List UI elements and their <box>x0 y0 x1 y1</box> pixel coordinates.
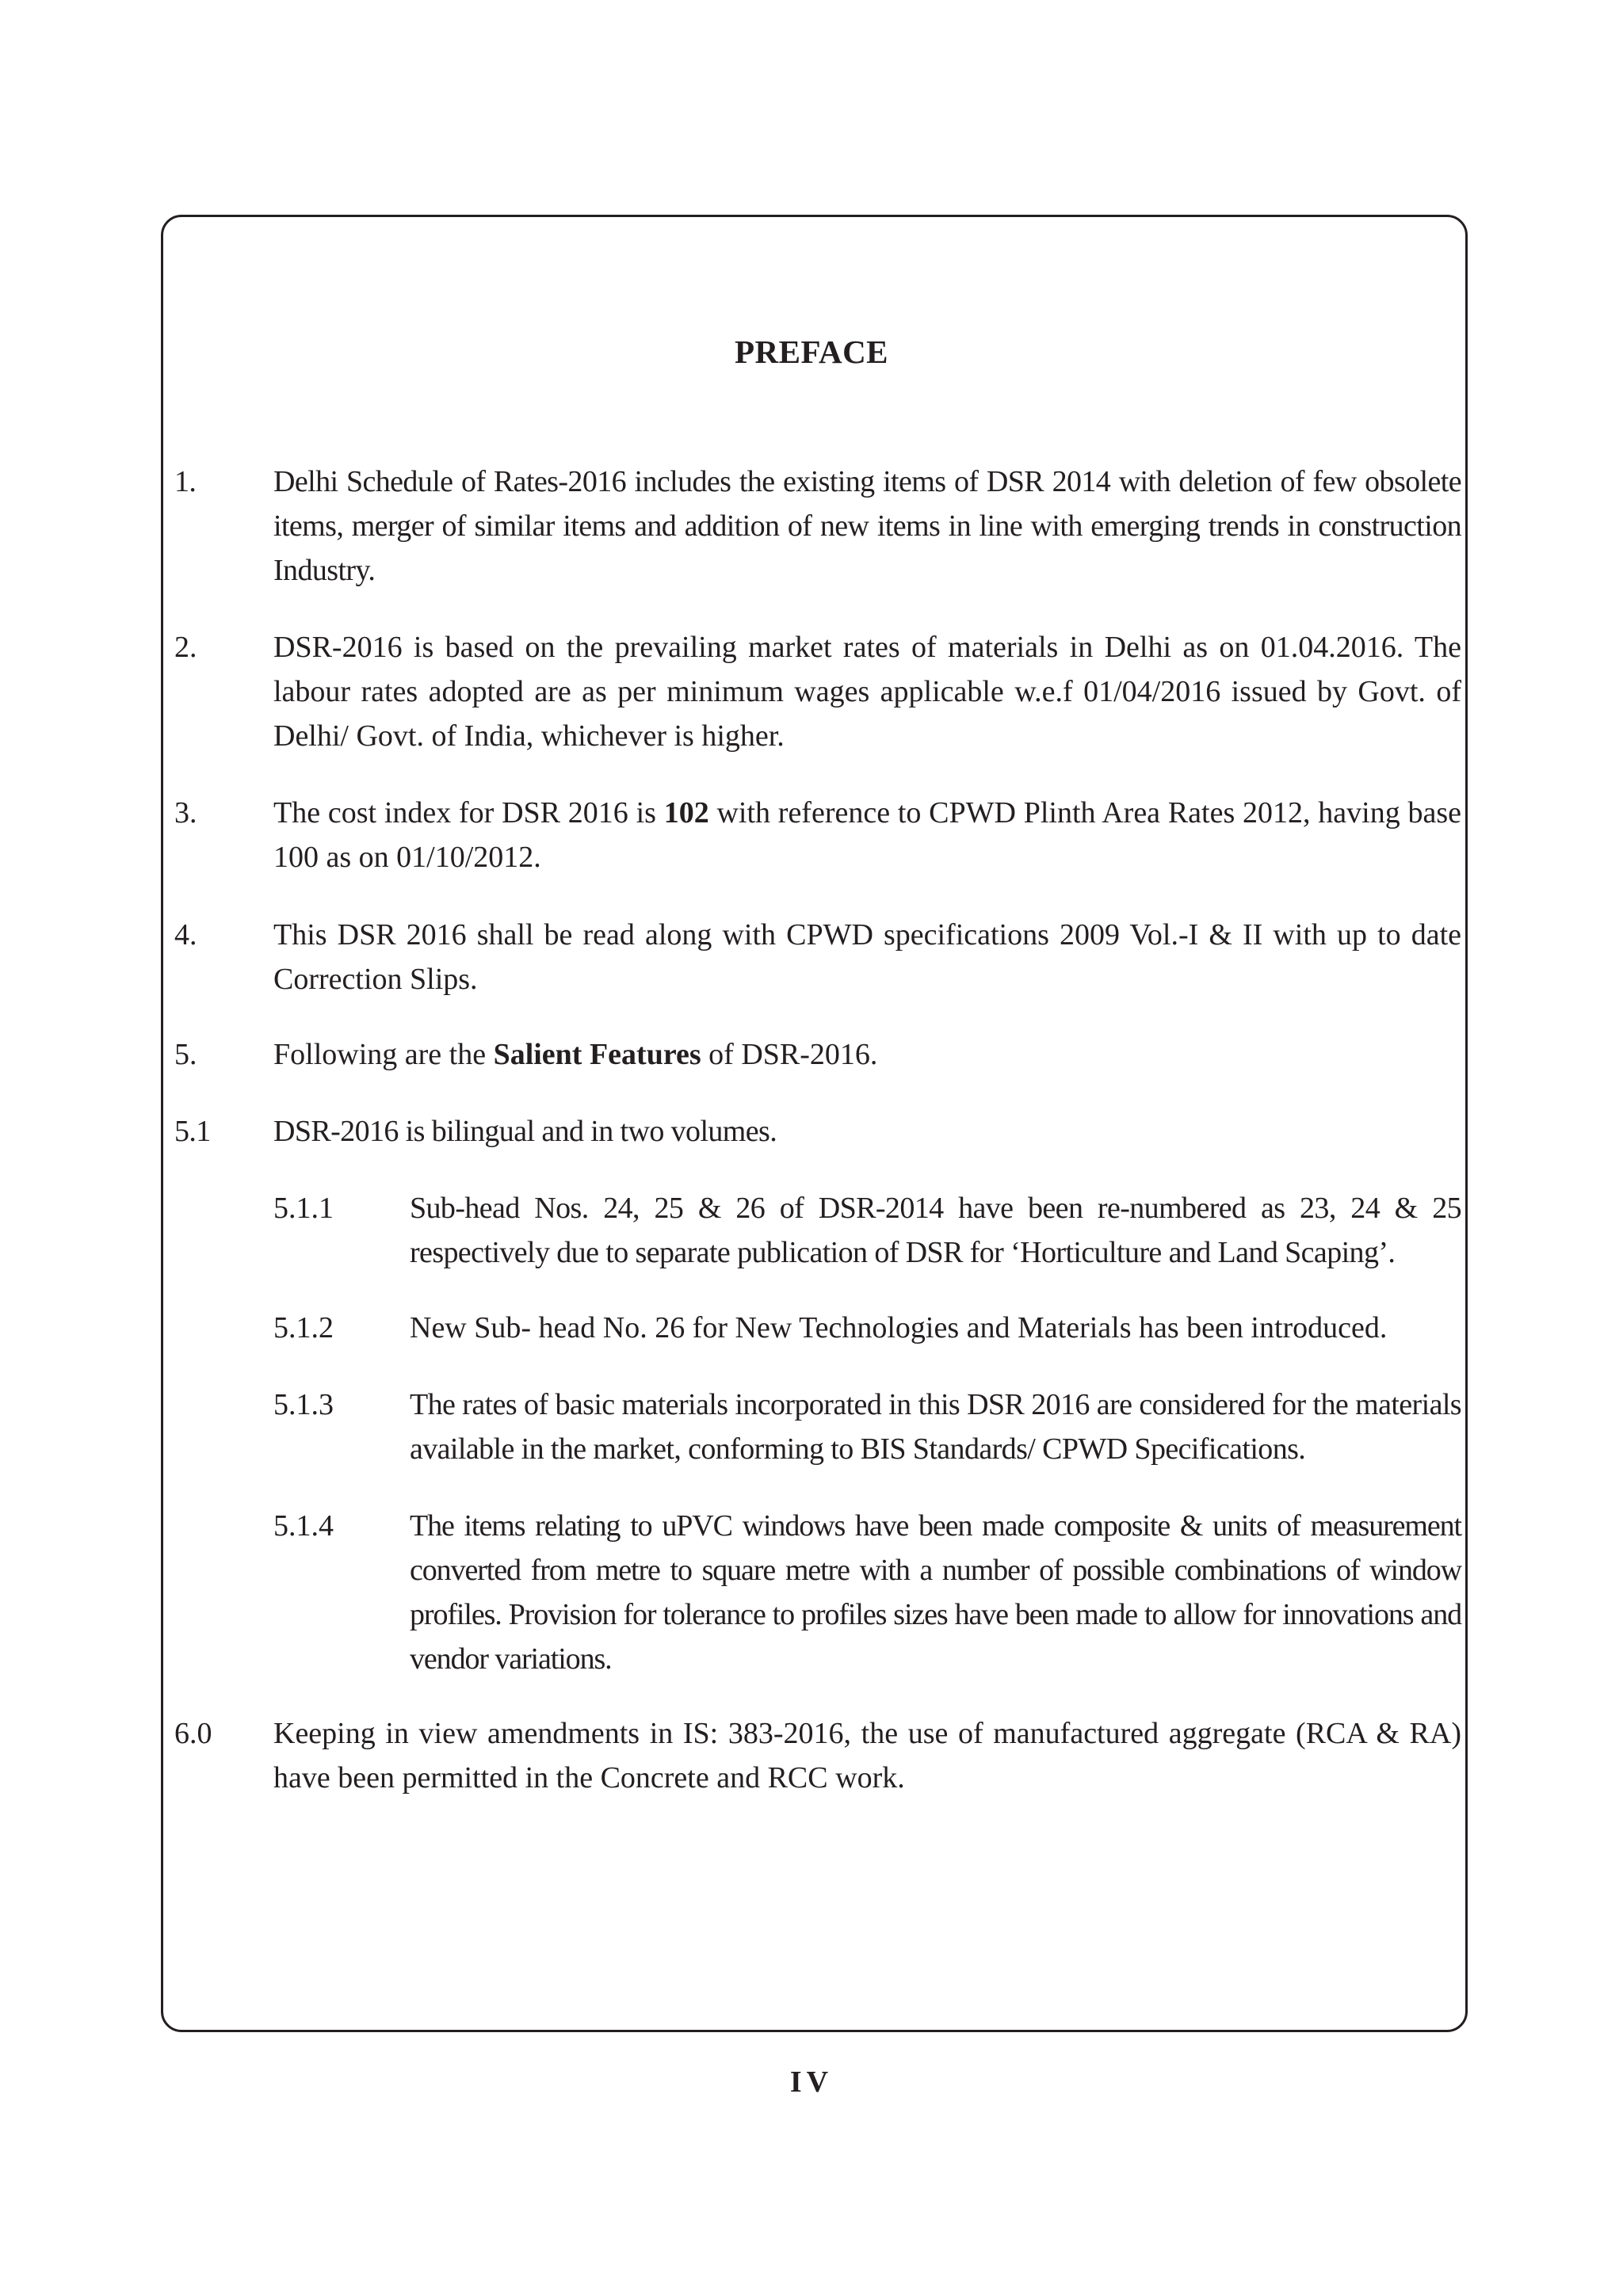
subitem-text: New Sub- head No. 26 for New Technologies and Materials has been introduced. <box>410 1311 1388 1344</box>
salient-features-label: Salient Features <box>493 1038 701 1071</box>
preface-item-5 <box>174 1032 1461 1077</box>
page-number: IV <box>789 2065 834 2099</box>
page-title: PREFACE <box>734 334 889 370</box>
item-text: Keeping in view amendments in IS: 383-2016, the use of manufactured aggregate (RCA & RA) have been permitted in the Concrete and RCC work. <box>273 1717 1461 1794</box>
item-number: 5.1 <box>174 1115 211 1148</box>
subitem-number: 5.1.1 <box>273 1192 334 1225</box>
item-text: This DSR 2016 shall be read along with CPWD specifications 2009 Vol.-I & II with up to date Correction Slips. <box>273 918 1461 996</box>
preface-item-5-1 <box>174 1109 1461 1154</box>
item-number: 1. <box>174 465 197 498</box>
preface-item-1 <box>174 460 1461 593</box>
preface-subitem-5-1-3 <box>273 1383 1461 1471</box>
item-text: DSR-2016 is based on the prevailing market rates of materials in Delhi as on 01.04.2016. The labour rates adopted are as per minimum wages applicable w.e.f 01/04/2016 issued by Govt. of Delhi/ Govt. of India, whichever is higher. <box>273 631 1461 753</box>
subitem-text: The rates of basic materials incorporated in this DSR 2016 are considered for the materials available in the market, conforming to BIS Standards/ CPWD Specifications. <box>410 1388 1461 1466</box>
item-number: 5. <box>174 1038 197 1071</box>
subitem-number: 5.1.2 <box>273 1311 334 1344</box>
preface-item-2 <box>174 625 1461 758</box>
preface-item-4 <box>174 913 1461 1001</box>
preface-item-3 <box>174 791 1461 879</box>
item-number: 4. <box>174 918 197 952</box>
preface-subitem-5-1-2 <box>273 1306 1461 1350</box>
item-text: DSR-2016 is bilingual and in two volumes. <box>273 1115 777 1148</box>
preface-item-6-0 <box>174 1711 1461 1800</box>
item-number: 6.0 <box>174 1717 212 1750</box>
item-text: Following are the Salient Features of DSR-2016. <box>273 1038 878 1071</box>
item-number: 2. <box>174 631 197 664</box>
item-text: The cost index for DSR 2016 is 102 with reference to CPWD Plinth Area Rates 2012, having base 100 as on 01/10/2012. <box>273 796 1461 874</box>
item-number: 3. <box>174 796 197 830</box>
subitem-text: The items relating to uPVC windows have been made composite & units of measurement converted from metre to square metre with a number of possible combinations of window profiles. Provision for tolerance to profiles sizes have been made to allow for innovations and vendor variations. <box>410 1509 1461 1676</box>
preface-subitem-5-1-4 <box>273 1504 1461 1681</box>
subitem-number: 5.1.3 <box>273 1388 334 1421</box>
item-text: Delhi Schedule of Rates-2016 includes the existing items of DSR 2014 with deletion of few obsolete items, merger of similar items and addition of new items in line with emerging trends in construction Industry. <box>273 465 1461 587</box>
preface-subitem-5-1-1 <box>273 1186 1461 1275</box>
subitem-text: Sub-head Nos. 24, 25 & 26 of DSR-2014 have been re-numbered as 23, 24 & 25 respectively due to separate publication of DSR for ‘Horticulture and Land Scaping’. <box>410 1192 1461 1269</box>
cost-index-value: 102 <box>663 796 709 830</box>
subitem-number: 5.1.4 <box>273 1509 334 1543</box>
